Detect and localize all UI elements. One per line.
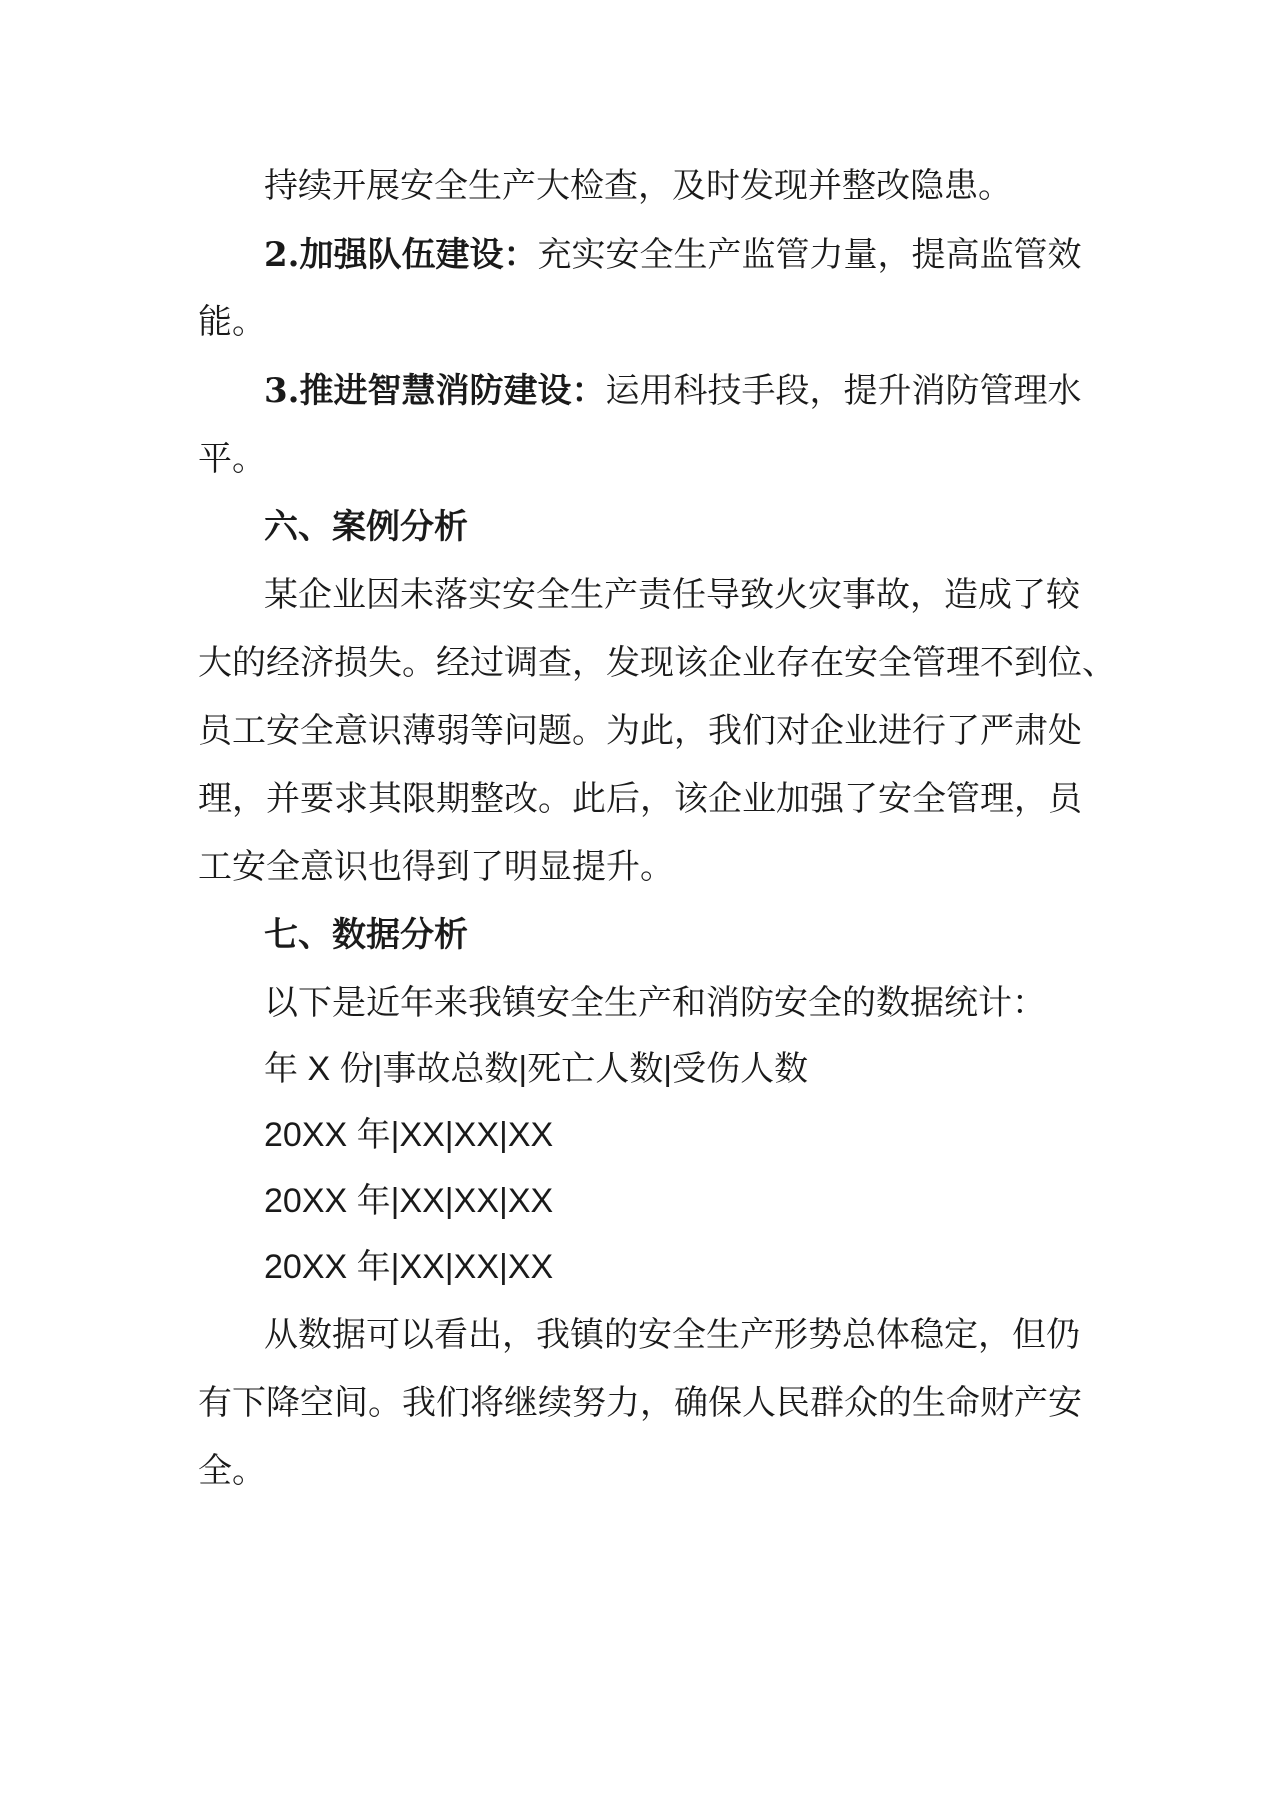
section6-paragraph-line: 大的经济损失。经过调查，发现该企业存在安全管理不到位、 bbox=[198, 643, 1116, 683]
data-table-header-row: 年 X 份|事故总数|死亡人数|受伤人数 bbox=[264, 1050, 809, 1088]
item2-line2: 能。 bbox=[198, 302, 266, 342]
conclusion-line: 全。 bbox=[198, 1451, 266, 1491]
data-table-row: 20XX 年|XX|XX|XX bbox=[264, 1116, 554, 1154]
section7-title: 七、数据分析 bbox=[264, 915, 468, 955]
item3-line1 bbox=[264, 368, 1082, 414]
item2-line1 bbox=[264, 232, 1082, 278]
section6-paragraph-line: 员工安全意识薄弱等问题。为此，我们对企业进行了严肃处 bbox=[198, 711, 1082, 751]
section6-paragraph-line: 某企业因未落实安全生产责任导致火灾事故，造成了较 bbox=[264, 575, 1080, 615]
item3-heading: 3.推进智慧消防建设： bbox=[264, 371, 606, 411]
item2-text: 充实安全生产监管力量，提高监管效 bbox=[537, 235, 1082, 275]
conclusion-line: 有下降空间。我们将继续努力，确保人民群众的生命财产安 bbox=[198, 1383, 1082, 1423]
item3-line2: 平。 bbox=[198, 439, 266, 479]
data-table-row: 20XX 年|XX|XX|XX bbox=[264, 1182, 554, 1220]
section6-paragraph-line: 理，并要求其限期整改。此后，该企业加强了安全管理，员 bbox=[198, 779, 1082, 819]
section6-title: 六、案例分析 bbox=[264, 507, 468, 547]
item3-text: 运用科技手段，提升消防管理水 bbox=[605, 371, 1082, 411]
data-table-row: 20XX 年|XX|XX|XX bbox=[264, 1248, 554, 1286]
section7-intro: 以下是近年来我镇安全生产和消防安全的数据统计： bbox=[264, 983, 1046, 1023]
conclusion-line: 从数据可以看出，我镇的安全生产形势总体稳定，但仍 bbox=[264, 1315, 1080, 1355]
item2-heading: 2.加强队伍建设： bbox=[264, 235, 538, 275]
section6-paragraph-line: 工安全意识也得到了明显提升。 bbox=[198, 847, 674, 887]
intro-line: 持续开展安全生产大检查，及时发现并整改隐患。 bbox=[264, 166, 1012, 206]
